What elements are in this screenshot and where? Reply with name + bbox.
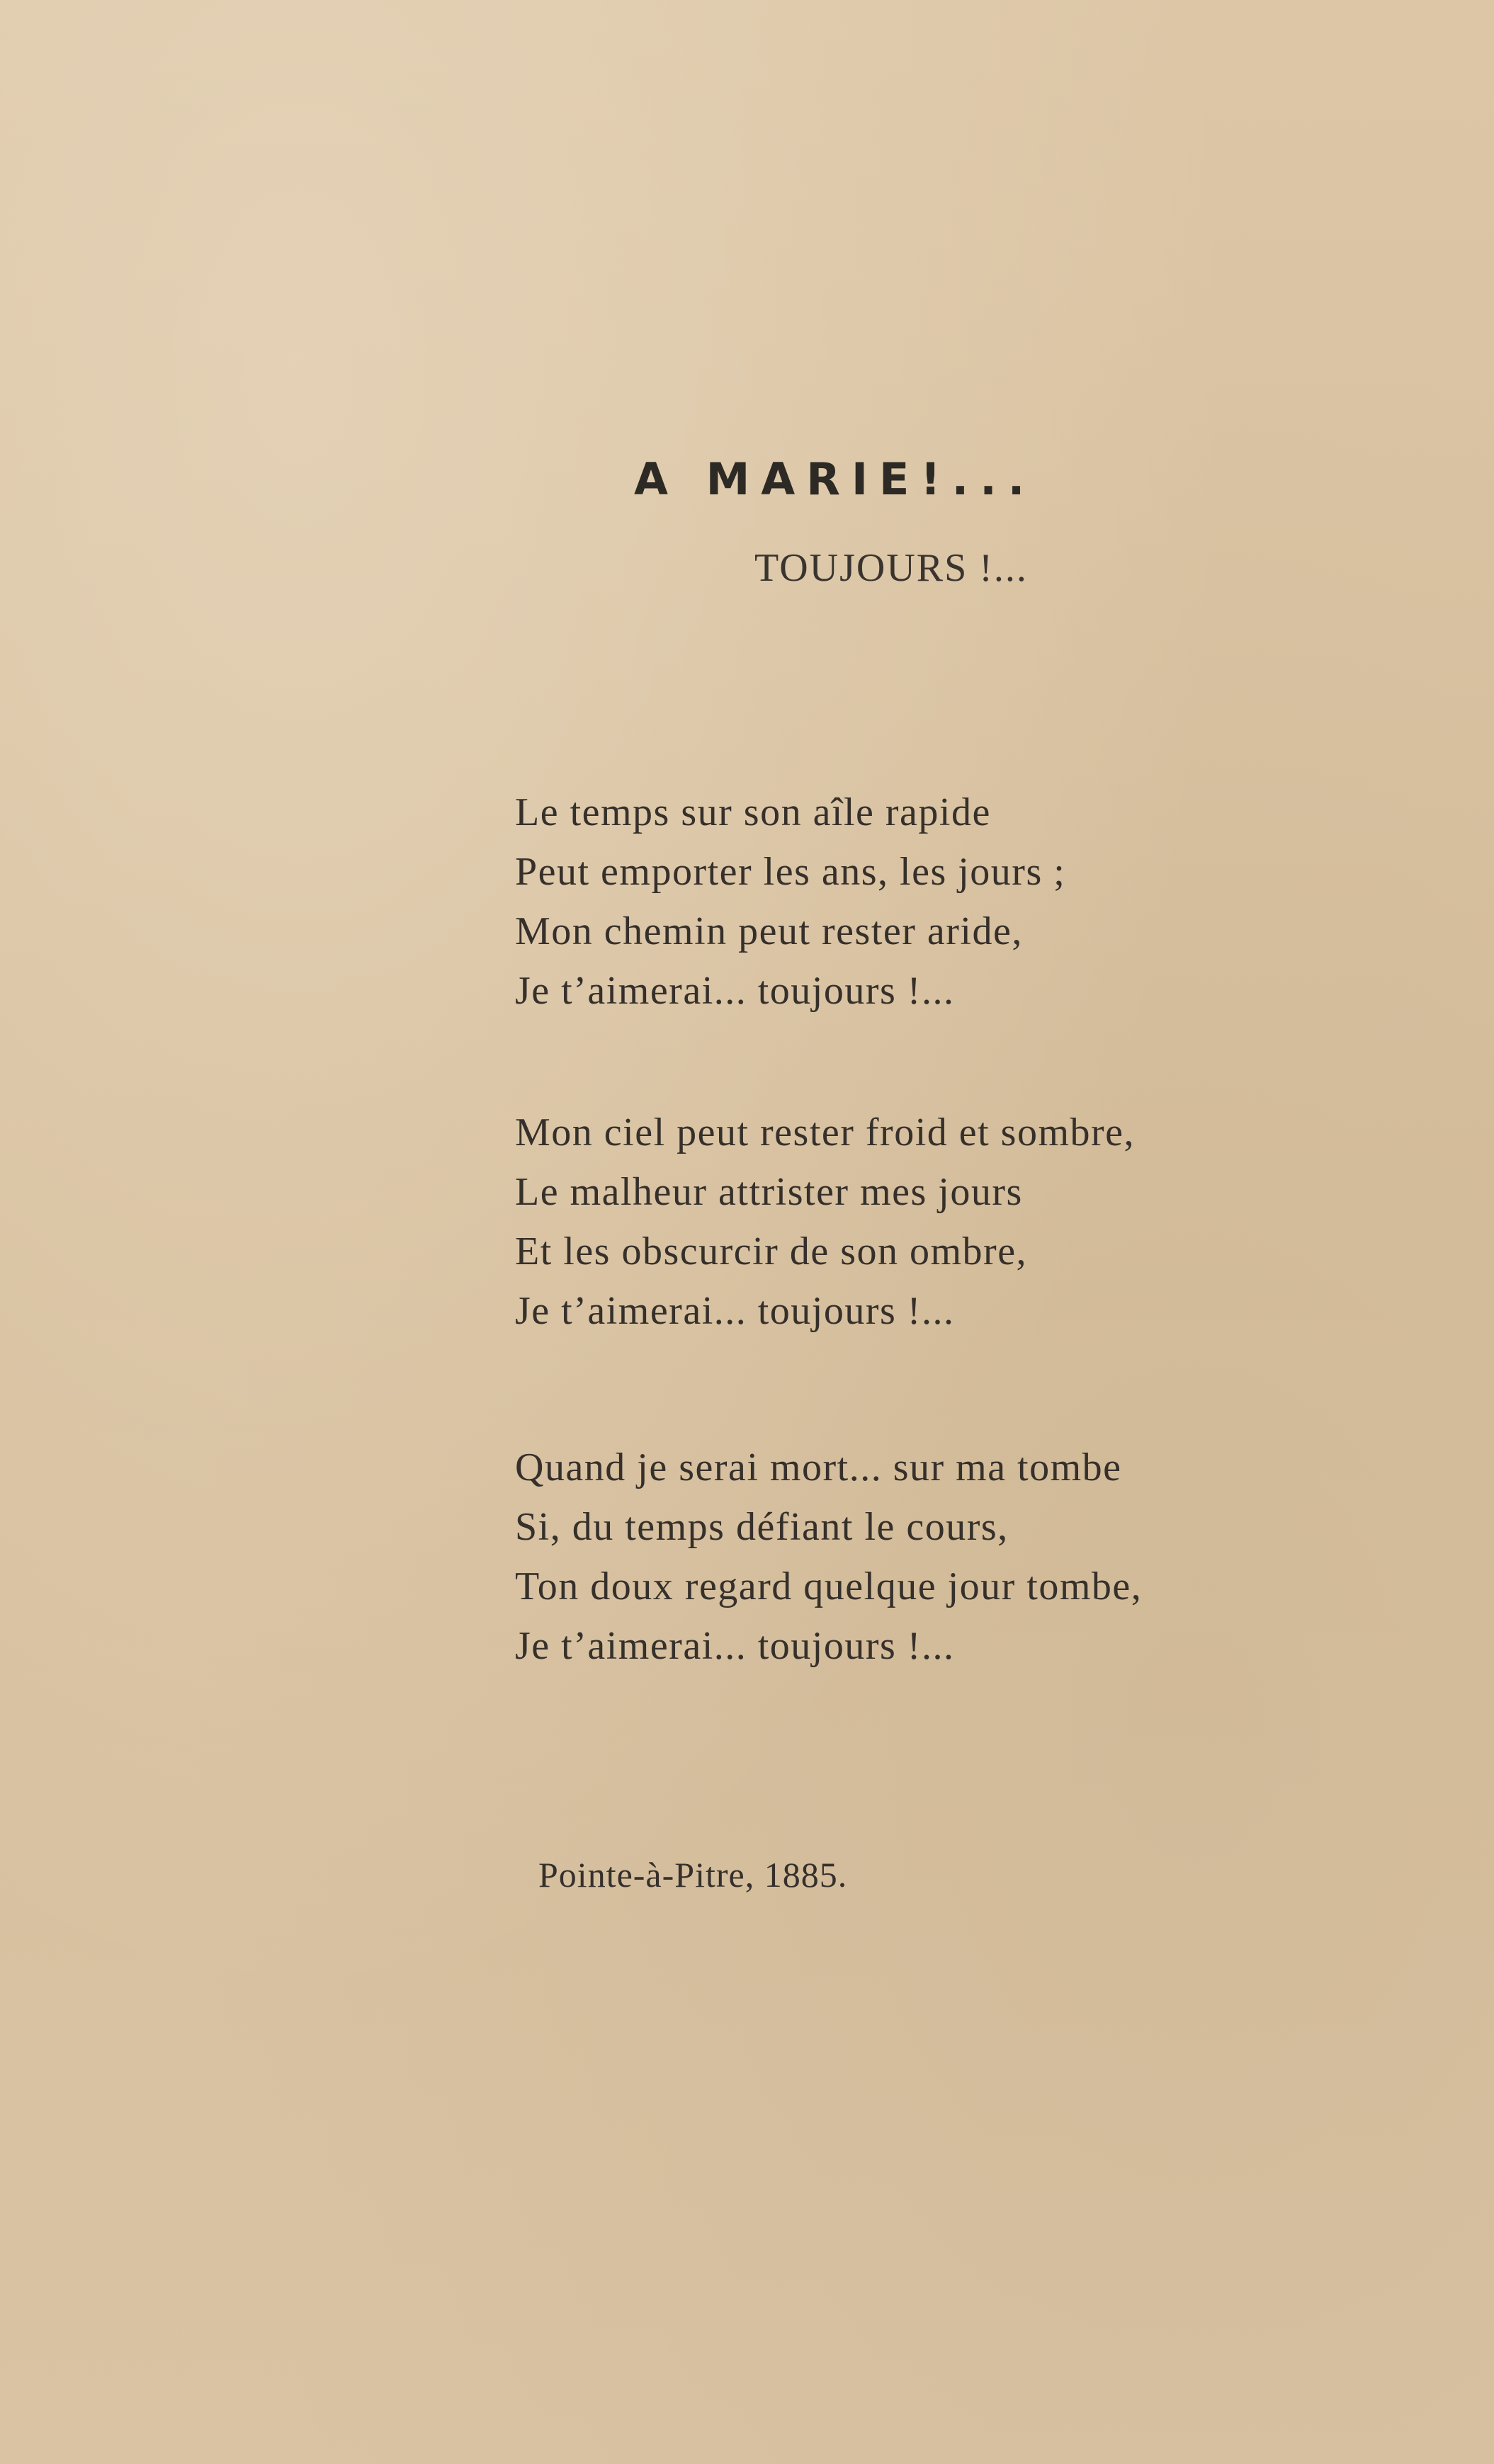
verse-line: Mon chemin peut rester aride, (515, 909, 1023, 953)
verse-line: Et les obscurcir de son ombre, (515, 1230, 1028, 1273)
stanza-3 (515, 1438, 1400, 1676)
verse-line: Le temps sur son aîle rapide (515, 790, 991, 834)
stanza-2 (515, 1103, 1400, 1341)
place-date-signature: Pointe-à-Pitre, 1885. (538, 1855, 848, 1895)
verse-line: Mon ciel peut rester froid et sombre, (515, 1111, 1136, 1154)
verse-line: Quand je serai mort... sur ma tombe (515, 1446, 1122, 1489)
verse-line: Si, du temps défiant le cours, (515, 1505, 1009, 1549)
poem-subtitle: TOUJOURS !... (754, 546, 1028, 590)
stanza-1 (515, 783, 1400, 1021)
verse-line: Je t’aimerai... toujours !... (515, 1624, 955, 1668)
verse-line: Je t’aimerai... toujours !... (515, 1289, 955, 1333)
verse-line: Ton doux regard quelque jour tombe, (515, 1565, 1143, 1608)
verse-line: Peut emporter les ans, les jours ; (515, 850, 1066, 894)
poem-title: A MARIE!... (634, 453, 1036, 505)
verse-line: Je t’aimerai... toujours !... (515, 969, 955, 1013)
verse-line: Le malheur attrister mes jours (515, 1170, 1023, 1214)
